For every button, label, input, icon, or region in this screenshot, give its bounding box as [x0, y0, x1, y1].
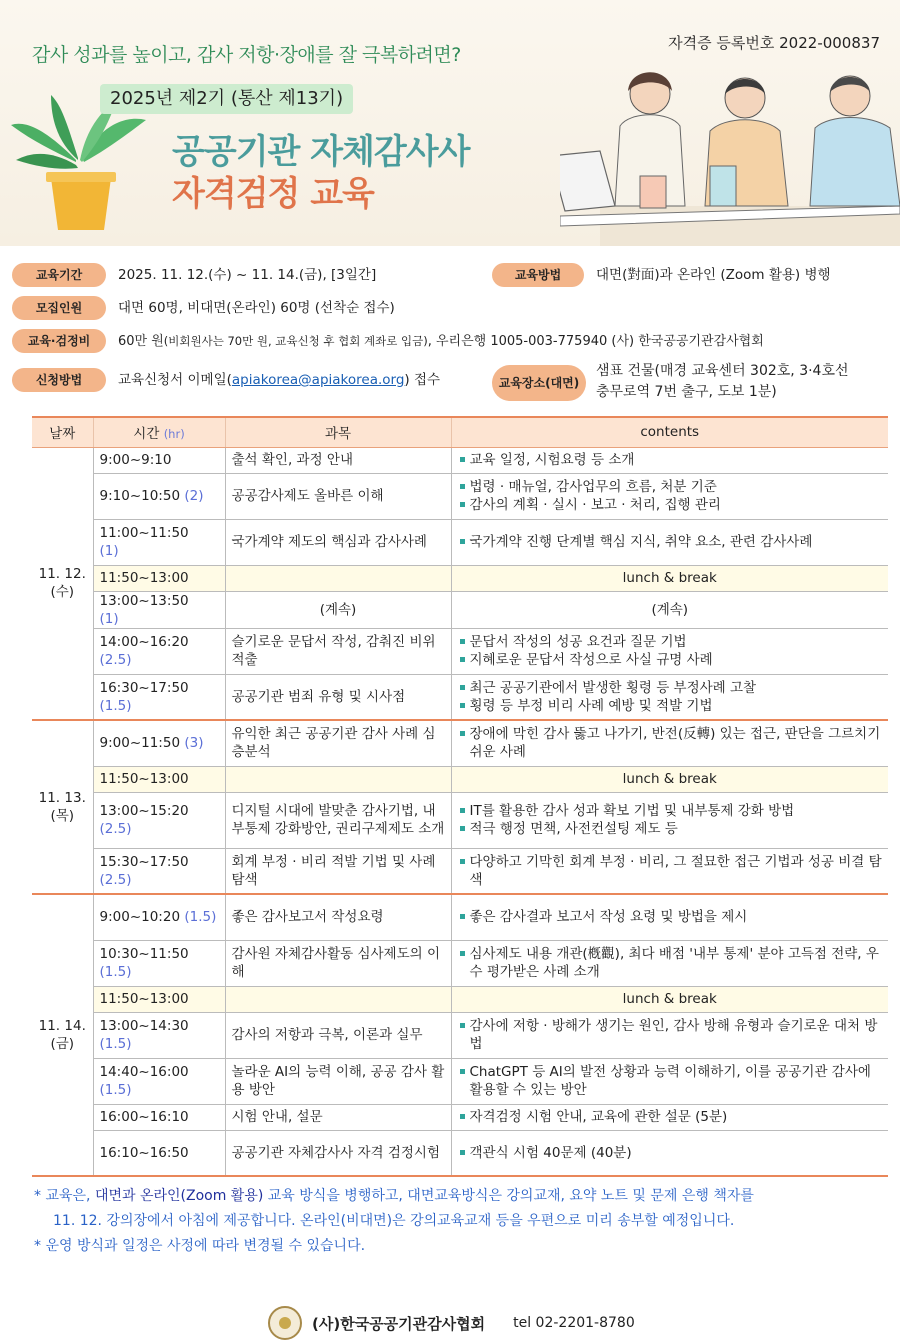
time-range: 16:10~16:50	[99, 1144, 189, 1161]
day-cell	[32, 447, 93, 720]
contents-list	[458, 478, 883, 514]
time-cell	[93, 519, 225, 565]
list-item: 자격검정 시험 안내, 교육에 관한 설문 (5분)	[458, 1108, 883, 1126]
tagline: 감사 성과를 높이고, 감사 저항·장애를 잘 극복하려면?	[32, 44, 461, 66]
time-range: 9:00~11:50	[99, 735, 181, 752]
lunch-break-cell: lunch & break	[451, 986, 888, 1012]
telephone: tel 02-2201-8780	[513, 1315, 635, 1331]
list-item: ChatGPT 등 AI의 발전 상황과 능력 이해하기, 이를 공공기관 감사에 활용할 수 있는 방안	[458, 1063, 883, 1099]
duration-hours: (2)	[184, 488, 204, 504]
time-range: 9:10~10:50	[99, 488, 181, 504]
list-item: 교육 일정, 시험요령 등 소개	[458, 451, 883, 469]
list-item: 좋은 감사결과 보고서 작성 요령 및 방법을 제시	[458, 908, 883, 926]
cohort-badge: 2025년 제2기 (통산 제13기)	[100, 84, 353, 114]
list-item: 최근 공공기관에서 발생한 횡령 등 부정사례 고찰	[458, 679, 883, 697]
venue-line-1: 샘표 건물(매경 교육센터 302호, 3·4호선	[596, 363, 849, 379]
table-row	[32, 519, 888, 565]
duration-hours: (2.5)	[99, 652, 132, 668]
contents-cell	[451, 720, 888, 766]
table-row	[32, 894, 888, 940]
time-range: 13:00~15:20	[99, 803, 189, 819]
subject-cell: 회계 부정 · 비리 적발 기법 및 사례 탐색	[225, 848, 451, 894]
time-cell	[93, 894, 225, 940]
time-cell	[93, 1104, 225, 1130]
meeting-people-illustration	[560, 56, 900, 246]
list-item: 법령 · 매뉴얼, 감사업무의 흐름, 처분 기준	[458, 478, 883, 496]
time-cell	[93, 848, 225, 894]
footer	[268, 1305, 635, 1341]
time-cell	[93, 1130, 225, 1176]
day-weekday: (수)	[50, 584, 75, 601]
contents-cell	[451, 447, 888, 473]
table-row	[32, 674, 888, 720]
list-item: 문답서 작성의 성공 요건과 질문 기법	[458, 633, 883, 651]
contents-list	[458, 633, 883, 669]
duration-hours: (1.5)	[99, 697, 132, 714]
list-item: 횡령 등 부정 비리 사례 예방 및 적발 기법	[458, 697, 883, 715]
contents-cell	[451, 473, 888, 519]
contents-list	[458, 802, 883, 838]
notes	[34, 1184, 890, 1259]
table-row	[32, 447, 888, 473]
table-row	[32, 628, 888, 674]
contents-cell	[451, 1058, 888, 1104]
contents-list	[458, 908, 883, 926]
method-value: 대면(對面)과 온라인 (Zoom 활용) 병행	[596, 267, 831, 283]
period-value: 2025. 11. 12.(수) ~ 11. 14.(금), [3일간]	[118, 267, 377, 283]
subject-cell: 국가계약 제도의 핵심과 감사사례	[225, 519, 451, 565]
method-label: 교육방법	[492, 263, 584, 287]
contents-list	[458, 945, 883, 981]
contents-cell	[451, 940, 888, 986]
table-row	[32, 720, 888, 766]
time-range: 11:50~13:00	[99, 570, 189, 586]
contents-list	[458, 1144, 883, 1162]
subject-cell: 감사원 자체감사활동 심사제도의 이해	[225, 940, 451, 986]
lunch-row	[32, 986, 888, 1012]
time-range: 11:00~11:50	[99, 525, 189, 541]
title-line-1: 공공기관 자체감사사	[172, 132, 470, 172]
list-item: 국가계약 진행 단계별 핵심 지식, 취약 요소, 관련 감사사례	[458, 533, 883, 551]
subject-cell: 공공기관 범죄 유형 및 시사점	[225, 674, 451, 720]
venue-line-2: 충무로역 7번 출구, 도보 1분)	[596, 384, 777, 400]
table-row	[32, 1012, 888, 1058]
time-cell	[93, 565, 225, 591]
subject-cell: 공공감사제도 올바른 이해	[225, 473, 451, 519]
subject-cell: 공공기관 자체감사사 자격 검정시험	[225, 1130, 451, 1176]
contents-cell	[451, 1130, 888, 1176]
header-banner	[0, 0, 900, 246]
header-subject: 과목	[225, 417, 451, 447]
subject-cell	[225, 766, 451, 792]
apply-value: 교육신청서 이메일(apiakorea@apiakorea.org) 접수	[118, 372, 441, 388]
header-time: 시간 (hr)	[93, 417, 225, 447]
time-range: 16:30~17:50	[99, 679, 189, 696]
contents-cell	[451, 628, 888, 674]
time-cell	[93, 591, 225, 628]
time-cell	[93, 447, 225, 473]
list-item: 감사의 계획 · 실시 · 보고 · 처리, 집행 관리	[458, 496, 883, 514]
note-1: * 교육은, 대면과 온라인(Zoom 활용) 교육 방식을 병행하고, 대면교육방식은 강의교재, 요약 노트 및 문제 은행 책자를	[34, 1188, 754, 1204]
contents-list	[458, 533, 883, 551]
time-cell	[93, 1012, 225, 1058]
table-row	[32, 1058, 888, 1104]
time-range: 13:00~13:50	[99, 592, 189, 609]
subject-cell	[225, 565, 451, 591]
time-range: 10:30~11:50	[99, 946, 189, 962]
table-row	[32, 1130, 888, 1176]
day-date: 11. 13.	[38, 790, 86, 806]
recruit-label: 모집인원	[12, 296, 106, 320]
time-range: 13:00~14:30	[99, 1018, 189, 1034]
table-row	[32, 940, 888, 986]
contents-cell	[451, 894, 888, 940]
list-item: 감사에 저항 · 방해가 생기는 원인, 감사 방해 유형과 슬기로운 대처 방법	[458, 1017, 883, 1053]
duration-hours: (1.5)	[99, 1082, 132, 1098]
fee-value: 60만 원(비회원사는 70만 원, 교육신청 후 협회 계좌로 입금), 우리은행 1005-003-775940 (사) 한국공공기관감사협회	[118, 334, 764, 349]
table-row	[32, 792, 888, 848]
duration-hours: (2.5)	[99, 871, 132, 888]
duration-hours: (1.5)	[184, 909, 217, 926]
day-cell	[32, 720, 93, 894]
time-cell	[93, 766, 225, 792]
list-item: 장애에 막힌 감사 뚫고 나가기, 반전(反轉) 있는 접근, 판단을 그르치기 쉬운 사례	[458, 725, 883, 761]
contents-cell	[451, 1012, 888, 1058]
day-weekday: (목)	[50, 808, 75, 824]
duration-hours: (1)	[99, 543, 119, 559]
time-cell	[93, 1058, 225, 1104]
list-item: 심사제도 내용 개관(槪觀), 최다 배점 '내부 통제' 분야 고득점 전략, 우수 평가받은 사례 소개	[458, 945, 883, 981]
note-1-cont: 11. 12. 강의장에서 아침에 제공합니다. 온라인(비대면)은 강의교육교재 등을 우편으로 미리 송부할 예정입니다.	[53, 1213, 735, 1229]
contents-list	[458, 725, 883, 761]
time-range: 15:30~17:50	[99, 853, 189, 870]
organization-name: (사)한국공공기관감사협회	[312, 1314, 486, 1333]
table-row	[32, 473, 888, 519]
time-range: 11:50~13:00	[99, 771, 189, 787]
day-weekday: (금)	[50, 1036, 75, 1052]
subject-cell: 디지털 시대에 발맞춘 감사기법, 내부통제 강화방안, 권리구제제도 소개	[225, 792, 451, 848]
lunch-row	[32, 766, 888, 792]
contents-list	[458, 679, 883, 715]
time-cell	[93, 792, 225, 848]
time-range: 14:40~16:00	[99, 1064, 189, 1080]
subject-cell: 유익한 최근 공공기관 감사 사례 심층분석	[225, 720, 451, 766]
duration-hours: (2.5)	[99, 821, 132, 837]
table-row	[32, 591, 888, 628]
contents-list	[458, 451, 883, 469]
association-seal-logo	[268, 1306, 302, 1340]
list-item: 다양하고 기막힌 회계 부정 · 비리, 그 절묘한 접근 기법과 성공 비결 탐색	[458, 853, 883, 889]
title-line-2: 자격검정 교육	[172, 174, 374, 214]
recruit-value: 대면 60명, 비대면(온라인) 60명 (선착순 접수)	[118, 300, 395, 316]
duration-hours: (1.5)	[99, 1036, 132, 1052]
header-date: 날짜	[32, 417, 93, 447]
time-range: 14:00~16:20	[99, 634, 189, 650]
table-row	[32, 1104, 888, 1130]
email-link[interactable]: apiakorea@apiakorea.org	[231, 372, 405, 388]
note-2: * 운영 방식과 일정은 사정에 따라 변경될 수 있습니다.	[34, 1238, 366, 1254]
subject-cell: 감사의 저항과 극복, 이론과 실무	[225, 1012, 451, 1058]
time-range: 11:50~13:00	[99, 991, 189, 1007]
header-contents: contents	[451, 417, 888, 447]
contents-cell: (계속)	[451, 591, 888, 628]
contents-cell	[451, 674, 888, 720]
time-cell	[93, 473, 225, 519]
contents-cell	[451, 519, 888, 565]
time-cell	[93, 986, 225, 1012]
contents-list	[458, 1108, 883, 1126]
lunch-break-cell: lunch & break	[451, 766, 888, 792]
contents-cell	[451, 1104, 888, 1130]
subject-cell: 슬기로운 문답서 작성, 감춰진 비위 적출	[225, 628, 451, 674]
contents-cell	[451, 848, 888, 894]
schedule-table	[32, 416, 888, 1177]
day-date: 11. 12.	[38, 566, 86, 583]
time-cell	[93, 940, 225, 986]
day-date: 11. 14.	[38, 1018, 86, 1034]
subject-cell: 놀라운 AI의 능력 이해, 공공 감사 활용 방안	[225, 1058, 451, 1104]
duration-hours: (3)	[184, 735, 204, 752]
period-label: 교육기간	[12, 263, 106, 287]
apply-label: 신청방법	[12, 368, 106, 392]
time-cell	[93, 720, 225, 766]
time-cell	[93, 674, 225, 720]
subject-cell	[225, 986, 451, 1012]
list-item: 지혜로운 문답서 작성으로 사실 규명 사례	[458, 651, 883, 669]
time-range: 16:00~16:10	[99, 1109, 189, 1125]
fee-label: 교육·검정비	[12, 329, 106, 353]
list-item: IT를 활용한 감사 성과 확보 기법 및 내부통제 강화 방법	[458, 802, 883, 820]
contents-list	[458, 1063, 883, 1099]
table-row	[32, 848, 888, 894]
contents-list	[458, 1017, 883, 1053]
time-range: 9:00~10:20	[99, 909, 181, 926]
day-cell	[32, 894, 93, 1176]
subject-cell: 출석 확인, 과정 안내	[225, 447, 451, 473]
subject-cell: 시험 안내, 설문	[225, 1104, 451, 1130]
list-item: 객관식 시험 40문제 (40분)	[458, 1144, 883, 1162]
list-item: 적극 행정 면책, 사전컨설팅 제도 등	[458, 820, 883, 838]
contents-list	[458, 853, 883, 889]
registration-number: 자격증 등록번호 2022-000837	[668, 34, 880, 52]
lunch-row	[32, 565, 888, 591]
duration-hours: (1.5)	[99, 964, 132, 980]
subject-cell: 좋은 감사보고서 작성요령	[225, 894, 451, 940]
time-range: 9:00~9:10	[99, 452, 172, 468]
venue-label: 교육장소(대면)	[492, 365, 586, 401]
lunch-break-cell: lunch & break	[451, 565, 888, 591]
duration-hours: (1)	[99, 610, 119, 627]
subject-cell: (계속)	[225, 591, 451, 628]
contents-cell	[451, 792, 888, 848]
time-cell	[93, 628, 225, 674]
